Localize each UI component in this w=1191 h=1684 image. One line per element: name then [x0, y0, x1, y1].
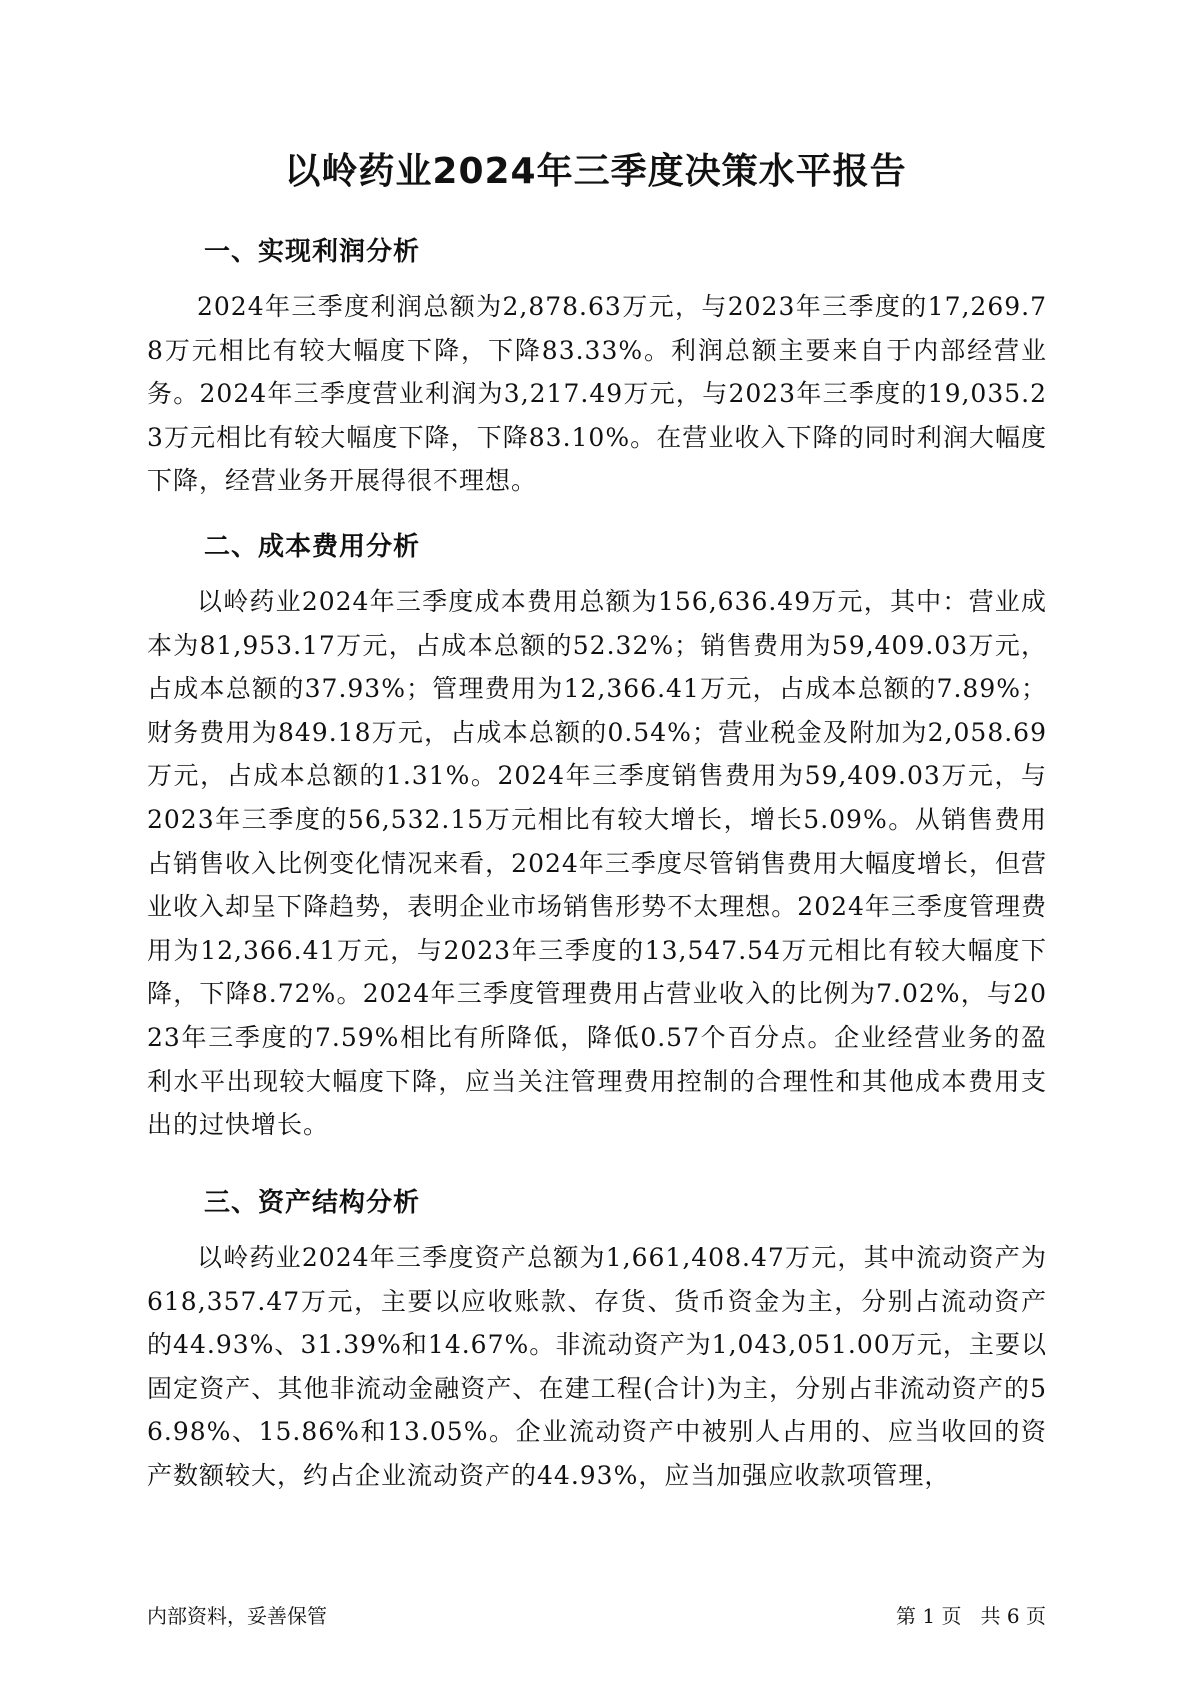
section-paragraph-cost: 以岭药业2024年三季度成本费用总额为156,636.49万元，其中：营业成本为81,953.17万元，占成本总额的52.32%；销售费用为59,409.03万元，占成本总额的37.93%；管理费用为12,366.41万元，占成本总额的7.89%；财务费用为849.18万元，占成本总额的0.54%；营业税金及附加为2,058.69万元，占成本总额的1.31%。2024年三季度销售费用为59,409.03万元，与2023年三季度的56,532.15万元相比有较大增长，增长5.09%。从销售费用占销售收入比例变化情况来看，2024年三季度尽管销售费用大幅度增长，但营业收入却呈下降趋势，表明企业市场销售形势不太理想。2024年三季度管理费用为12,366.41万元，与2023年三季度的13,547.54万元相比有较大幅度下降，下降8.72%。2024年三季度管理费用占营业收入的比例为7.02%，与2023年三季度的7.59%相比有所降低，降低0.57个百分点。企业经营业务的盈利水平出现较大幅度下降，应当关注管理费用控制的合理性和其他成本费用支出的过快增长。: [147, 587, 1047, 1140]
footer-page-number: 第 1 页 共 6 页: [896, 1604, 1046, 1628]
section-paragraph-assets: 以岭药业2024年三季度资产总额为1,661,408.47万元，其中流动资产为618,357.47万元，主要以应收账款、存货、货币资金为主，分别占流动资产的44.93%、31.39%和14.67%。非流动资产为1,043,051.00万元，主要以固定资产、其他非流动金融资产、在建工程(合计)为主，分别占非流动资产的56.98%、15.86%和13.05%。企业流动资产中被别人占用的、应当收回的资产数额较大，约占企业流动资产的44.93%，应当加强应收款项管理，: [147, 1243, 1047, 1490]
section-heading-profit: 一、实现利润分析: [204, 237, 421, 267]
section-heading-assets: 三、资产结构分析: [204, 1188, 421, 1218]
section-paragraph-profit: 2024年三季度利润总额为2,878.63万元，与2023年三季度的17,269.78万元相比有较大幅度下降，下降83.33%。利润总额主要来自于内部经营业务。2024年三季度营业利润为3,217.49万元，与2023年三季度的19,035.23万元相比有较大幅度下降，下降83.10%。在营业收入下降的同时利润大幅度下降，经营业务开展得很不理想。: [147, 292, 1047, 496]
footer-confidential-note: 内部资料，妥善保管: [147, 1604, 327, 1628]
document-title: 以岭药业2024年三季度决策水平报告: [284, 151, 907, 192]
section-heading-cost: 二、成本费用分析: [204, 532, 421, 562]
